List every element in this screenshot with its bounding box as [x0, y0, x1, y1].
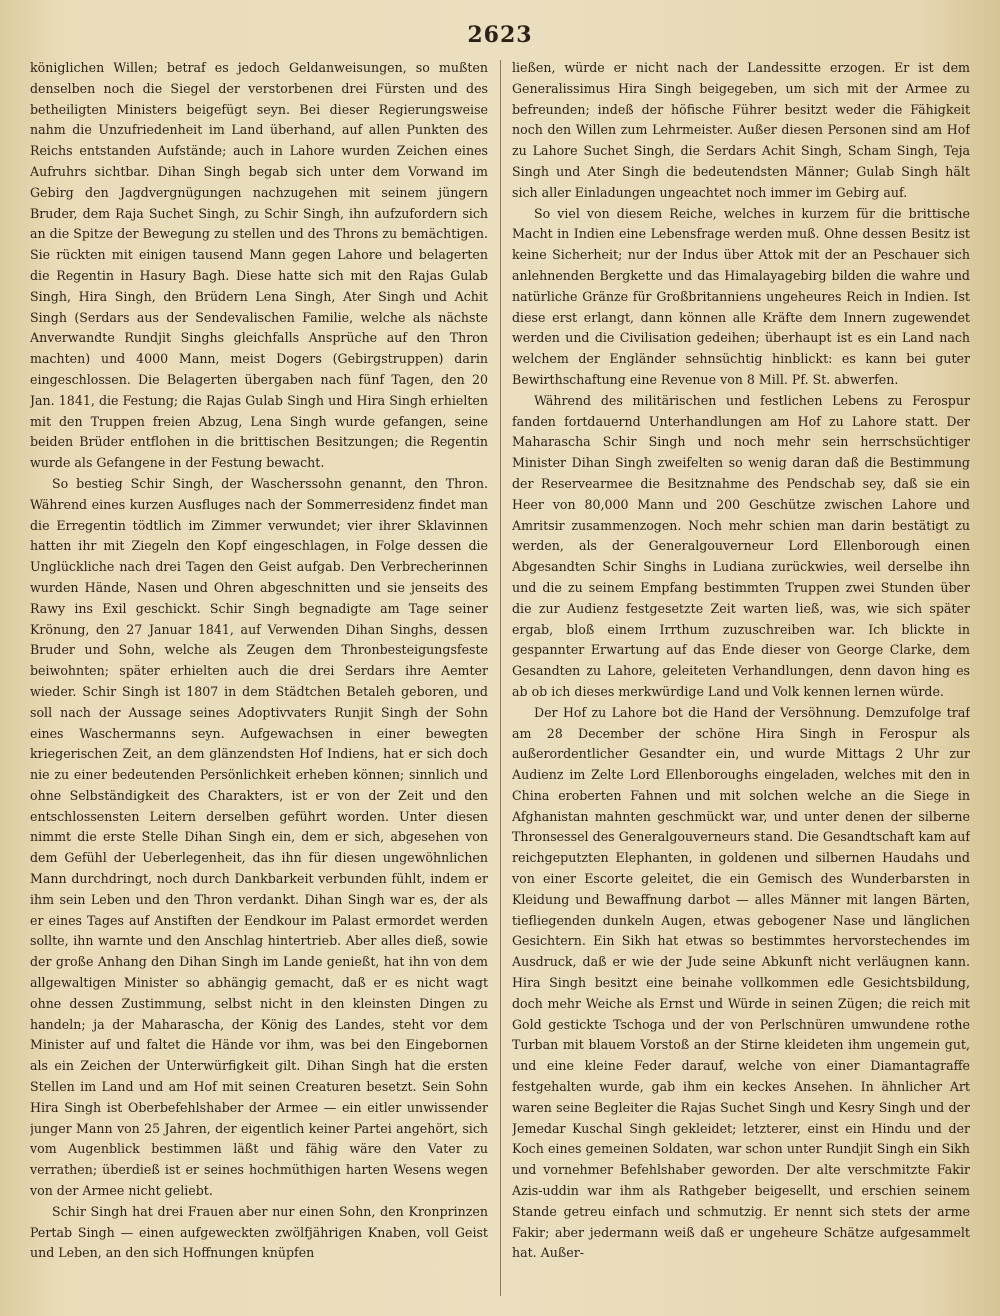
- column-divider: [500, 60, 501, 1296]
- right-paragraph-4: Der Hof zu Lahore bot die Hand der Versöhnung. Demzufolge traf am 28 December der schöne Hira Singh in Ferospur als außerordentlicher Gesandter ein, und wurde Mittags 2 Uhr zur Audienz im Zelte Lord Ellenboroughs eingeladen, welches mit den in China eroberten Fahnen und mit solchen welche an die Siege in Afghanistan mahnten geschmückt war, und unter denen der silberne Thronsessel des Generalgouverneurs stand. Die Gesandtschaft kam auf reichgeputzten Elephanten, in goldenen und silbernen Haudahs und von einer Escorte geleitet, die ein Gemisch des Wunderbarsten in Kleidung und Bewaffnung darbot — alles Männer mit langen Bärten, tiefliegenden dunkeln Augen, etwas gebogener Nase und länglichen Gesichtern. Ein Sikh hat etwas so bestimmtes hervorstechendes im Ausdruck, daß er wie der Jude seine Abkunft nicht verläugnen kann. Hira Singh besitzt eine beinahe vollkommen edle Gesichtsbildung, doch mehr Weiche als Ernst und Würde in seinen Zügen; die reich mit Gold gestickte Tschoga und der von Perlschnüren umwundene rothe Turban mit blauem Vorstoß an der Stirne kleideten ihm ungemein gut, und eine kleine Feder darauf, welche von einer Diamantagraffe festgehalten wurde, gab ihm ein keckes Ansehen. In ähnlicher Art waren seine Begleiter die Rajas Suchet Singh und Kesry Singh und der Jemedar Kuschal Singh gekleidet; letzterer, einst ein Hindu und der Koch eines gemeinen Soldaten, war schon unter Rundjit Singh ein Sikh und vornehmer Befehlshaber geworden. Der alte verschmitzte Fakir Azis-uddin war ihm als Rathgeber beigesellt, und erschien seinem Stande getreu einfach und schmutzig. Er nennt sich stets der arme Fakir; aber jedermann weiß daß er ungeheure Schätze aufgesammelt hat. Außer-: [512, 704, 970, 1261]
- right-paragraph-2: So viel von diesem Reiche, welches in kurzem für die brittische Macht in Indien eine Lebensfrage werden muß. Ohne dessen Besitz ist keine Sicherheit; nur der Indus über Attok mit der an Peschauer sich anlehnenden Bergkette und das Himalayagebirg bilden die wahre und natürliche Gränze für Großbritanniens ungeheures Reich in Indien. Ist diese erst erlangt, dann können alle Kräfte dem Innern zugewendet werden und die Civilisation gedeihen; überhaupt ist es ein Land nach welchem der Engländer sehnsüchtig hinblickt: es kann bei guter Bewirthschaftung eine Revenue von 8 Mill. Pf. St. abwerfen.: [512, 205, 970, 387]
- page-number: 2623: [467, 22, 533, 48]
- right-paragraph-3: Während des militärischen und festlichen Lebens zu Ferospur fanden fortdauernd Unterhandlungen am Hof zu Lahore statt. Der Maharascha Schir Singh und noch mehr sein herrschsüchtiger Minister Dihan Singh zweifelten so wenig daran daß die Bestimmung der Reservearmee die Besitznahme des Pendschab sey, daß sie ein Heer von 80,000 Mann und 200 Geschütze zwischen Lahore und Amritsir zusammenzogen. Noch mehr schien man darin bestätigt zu werden, als der Generalgouverneur Lord Ellenborough einen Abgesandten Schir Singhs in Ludiana zurückwies, weil derselbe ihn und die zu seinem Empfang bestimmten Truppen zwei Stunden über die zur Audienz festgesetzte Zeit warten ließ, was, wie sich später ergab, bloß einem Irrthum zuzuschreiben war. Ich blickte in gespannter Erwartung auf das Ende dieser von George Clarke, dem Gesandten zu Lahore, geleiteten Verhandlungen, denn davon hing es ab ob ich dieses merkwürdige Land und Volk kennen lernen würde.: [512, 392, 970, 699]
- right-column: [512, 58, 970, 1298]
- right-paragraph-1: ließen, würde er nicht nach der Landessitte erzogen. Er ist dem Generalissimus Hira Singh beigegeben, um sich mit der Armee zu befreunden; indeß der höfische Führer besitzt weder die Fähigkeit noch den Willen zum Lehrmeister. Außer diesen Personen sind am Hof zu Lahore Suchet Singh, die Serdars Achit Singh, Scham Singh, Teja Singh und Ater Singh die bedeutendsten Männer; Gulab Singh hält sich aller Einladungen ungeachtet noch immer im Gebirg auf.: [512, 60, 970, 200]
- left-paragraph-2: So bestieg Schir Singh, der Wascherssohn genannt, den Thron. Während eines kurzen Ausfluges nach der Sommerresidenz findet man die Erregentin tödtlich im Zimmer verwundet; vier ihrer Sklavinnen hatten ihr mit Ziegeln den Kopf eingeschlagen, in Folge dessen die Unglückliche nach drei Tagen den Geist aufgab. Den Verbrecherinnen wurden Hände, Nasen und Ohren abgeschnitten und sie jenseits des Rawy ins Exil geschickt. Schir Singh begnadigte am Tage seiner Krönung, den 27 Januar 1841, auf Verwenden Dihan Singhs, dessen Bruder und Sohn, welche als Zeugen dem Thronbesteigungsfeste beiwohnten; später erhielten auch die drei Serdars ihre Aemter wieder. Schir Singh ist 1807 in dem Städtchen Betaleh geboren, und soll nach der Aussage seines Adoptivvaters Runjit Singh der Sohn eines Waschermanns seyn. Aufgewachsen in einer bewegten kriegerischen Zeit, an dem glänzendsten Hof Indiens, hat er sich doch nie zu einer bedeutenden Persönlichkeit erheben können; sinnlich und ohne Selbständigkeit des Charakters, ist er von der Zeit und den entschlossensten Leitern derselben geführt worden. Unter diesen nimmt die erste Stelle Dihan Singh ein, dem er sich, abgesehen von dem Gefühl der Ueberlegenheit, das ihn für diesen ungewöhnlichen Mann durchdringt, noch durch Dankbarkeit verbunden fühlt, indem er ihm sein Leben und den Thron verdankt. Dihan Singh war es, der als er eines Tages auf Anstiften der Eendkour im Palast ermordet werden sollte, ihn warnte und den Anschlag hintertrieb. Aber alles dieß, sowie der große Anhang den Dihan Singh im Lande genießt, hat ihn von dem allgewaltigen Minister so abhängig gemacht, daß er es nicht wagt ohne dessen Zustimmung, selbst nicht in den kleinsten Dingen zu handeln; ja der Maharascha, der König des Landes, steht vor dem Minister auf und faltet die Hände vor ihm, was bei den Eingebornen als ein Zeichen der Unterwürfigkeit gilt. Dihan Singh hat die ersten Stellen im Land und am Hof mit seinen Creaturen besetzt. Sein Sohn Hira Singh ist Oberbefehlshaber der Armee — ein eitler unwissender junger Mann von 25 Jahren, der eigentlich keiner Partei angehört, sich vom Augenblick bestimmen läßt und fähig wäre den Vater zu verrathen; überdieß ist er seines hochmüthigen harten Wesens wegen von der Armee nicht geliebt.: [30, 475, 488, 1199]
- left-paragraph-3: Schir Singh hat drei Frauen aber nur einen Sohn, den Kronprinzen Pertab Singh — einen aufgeweckten zwölfjährigen Knaben, voll Geist und Leben, an den sich Hoffnungen knüpfen: [30, 1203, 488, 1261]
- left-column: [30, 58, 488, 1298]
- left-paragraph-1: königlichen Willen; betraf es jedoch Geldanweisungen, so mußten denselben noch die Siegel der verstorbenen drei Fürsten und des betheiligten Ministers beigefügt seyn. Bei dieser Regierungsweise nahm die Unzufriedenheit im Land überhand, auf allen Punkten des Reichs entstanden Aufstände; auch in Lahore wurden Zeichen eines Aufruhrs sichtbar. Dihan Singh begab sich unter dem Vorwand im Gebirg den Jagdvergnügungen nachzugehen mit seinem jüngern Bruder, dem Raja Suchet Singh, zu Schir Singh, ihn aufzufordern sich an die Spitze der Bewegung zu stellen und des Throns zu bemächtigen. Sie rückten mit einigen tausend Mann gegen Lahore und belagerten die Regentin in Hasury Bagh. Diese hatte sich mit den Rajas Gulab Singh, Hira Singh, den Brüdern Lena Singh, Ater Singh und Achit Singh (Serdars aus der Sendevalischen Familie, welche als nächste Anverwandte Rundjit Singhs gleichfalls Ansprüche auf den Thron machten) und 4000 Mann, meist Dogers (Gebirgstruppen) darin eingeschlossen. Die Belagerten übergaben nach fünf Tagen, den 20 Jan. 1841, die Festung; die Rajas Gulab Singh und Hira Singh erhielten mit den Truppen freien Abzug, Lena Singh wurde gefangen, seine beiden Brüder entflohen in die brittischen Besitzungen; die Regentin wurde als Gefangene in der Festung bewacht.: [30, 60, 488, 471]
- text-columns: [30, 58, 970, 1298]
